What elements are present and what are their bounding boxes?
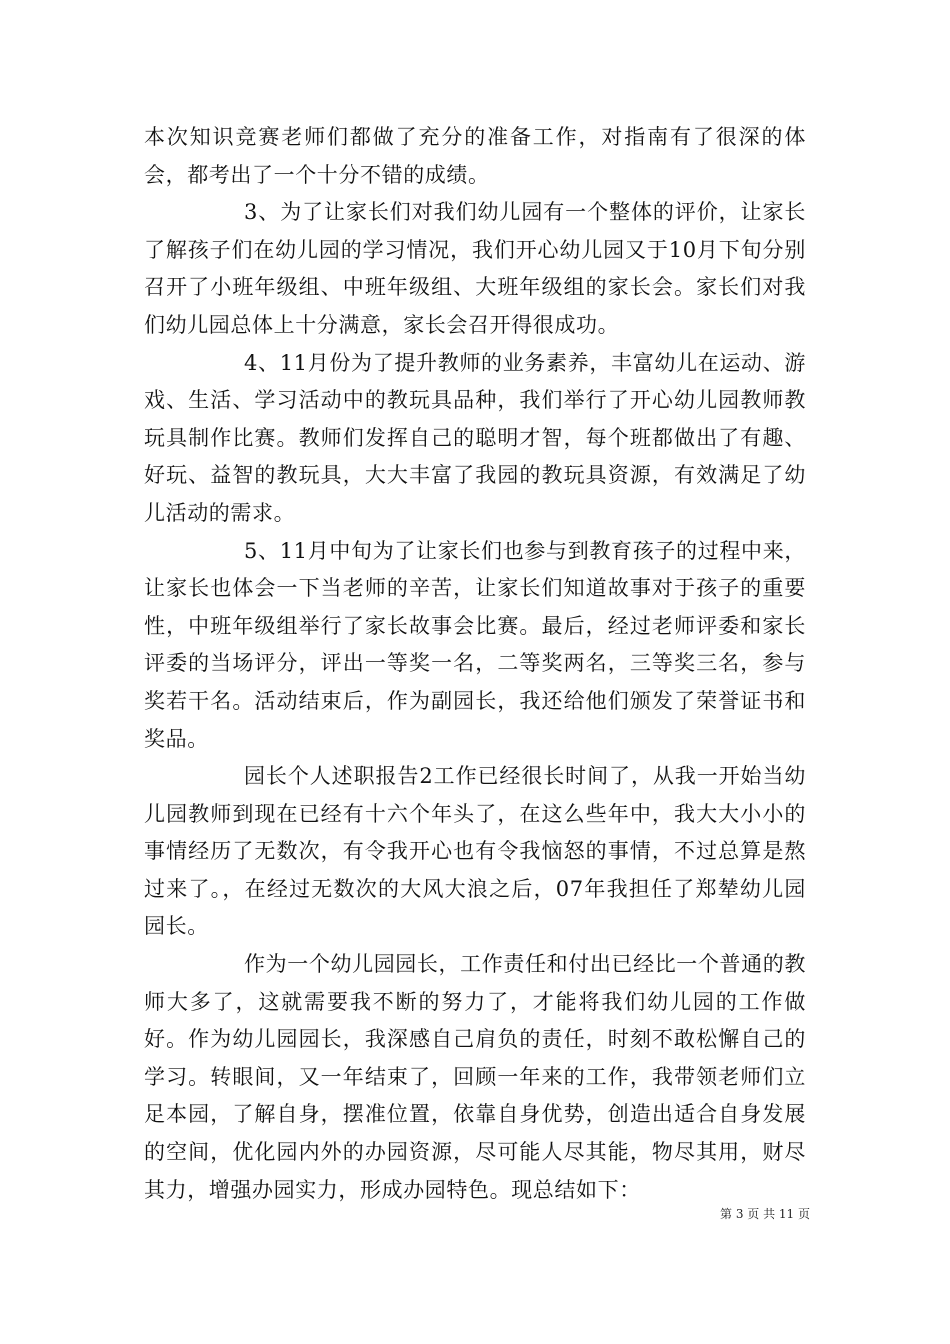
paragraph-report-intro: 园长个人述职报告2工作已经很长时间了，从我一开始当幼儿园教师到现在已经有十六个年头了，在这么些年中，我大大小小的事情经历了无数次，有令我开心也有令我恼怒的事情，不过总算是熬过来了。，在经过无数次的大风大浪之后，07年我担任了郑辇幼儿园园长。: [144, 764, 806, 939]
page-number-footer: 第 3 页 共 11 页: [720, 1207, 810, 1221]
paragraph-parent-meeting: 3、为了让家长们对我们幼儿园有一个整体的评价，让家长了解孩子们在幼儿园的学习情况，我们开心幼儿园又于10月下旬分别召开了小班年级组、中班年级组、大班年级组的家长会。家长们对我们幼儿园总体上十分满意，家长会召开得很成功。: [144, 200, 806, 337]
paragraph-principal-duties: 作为一个幼儿园园长，工作责任和付出已经比一个普通的教师大多了，这就需要我不断的努力了，才能将我们幼儿园的工作做好。作为幼儿园园长，我深感自己肩负的责任，时刻不敢松懈自己的学习。转眼间，又一年结束了，回顾一年来的工作，我带领老师们立足本园，了解自身，摆准位置，依靠自身优势，创造出适合自身发展的空间，优化园内外的办园资源，尽可能人尽其能，物尽其用，财尽其力，增强办园实力，形成办园特色。现总结如下：: [144, 952, 806, 1202]
paragraph-toy-making-contest: 4、11月份为了提升教师的业务素养，丰富幼儿在运动、游戏、生活、学习活动中的教玩具品种，我们举行了开心幼儿园教师教玩具制作比赛。教师们发挥自己的聪明才智，每个班都做出了有趣、好玩、益智的教玩具，大大丰富了我园的教玩具资源，有效满足了幼儿活动的需求。: [144, 350, 806, 525]
paragraph-contest-summary: 本次知识竞赛老师们都做了充分的准备工作，对指南有了很深的体会，都考出了一个十分不错的成绩。: [144, 125, 806, 187]
document-body: [144, 119, 806, 1209]
paragraph-parent-story-contest: 5、11月中旬为了让家长们也参与到教育孩子的过程中来，让家长也体会一下当老师的辛苦，让家长们知道故事对于孩子的重要性，中班年级组举行了家长故事会比赛。最后，经过老师评委和家长评委的当场评分，评出一等奖一名，二等奖两名，三等奖三名，参与奖若干名。活动结束后，作为副园长，我还给他们颁发了荣誉证书和奖品。: [144, 538, 806, 751]
